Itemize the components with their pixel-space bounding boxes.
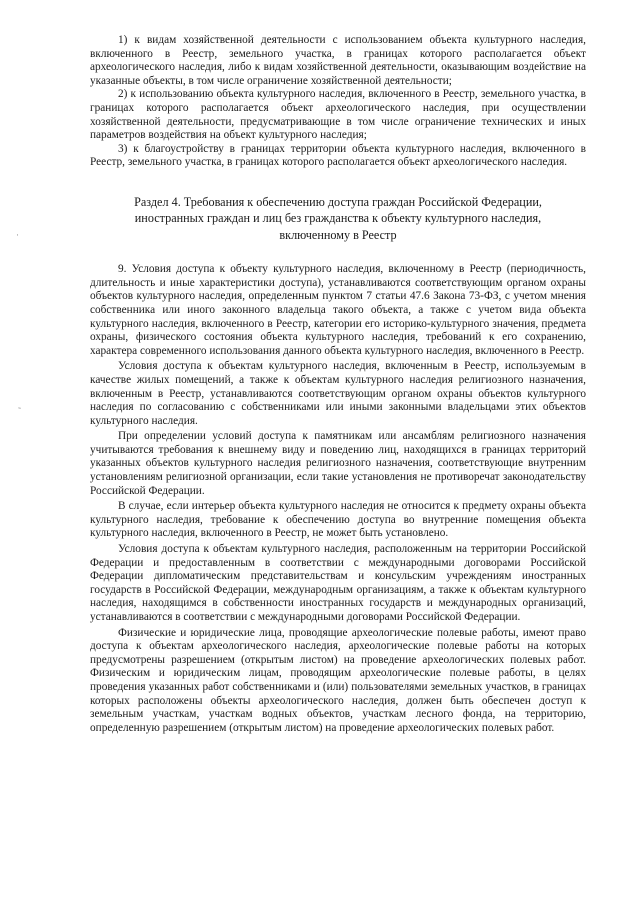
section-heading: Раздел 4. Требования к обеспечению доступа граждан Российской Федерации, иностранных граждан и лиц без гражданства к объекту культурного наследия, включенному в Реестр: [134, 194, 542, 242]
requirements-list: [90, 34, 586, 170]
scan-mark-top: ·: [16, 230, 19, 240]
paragraph-residential-religious: Условия доступа к объектам культурного наследия, включенным в Реестр, используемым в качестве жилых помещений, а также к объектам культурного наследия религиозного назначения, включенным в Реестр, устанавливаются соответствующим органом охраны объектов культурного наследия по согласованию с собственниками или иными законными владельцами этих объектов культурного наследия.: [90, 360, 586, 427]
paragraph-archaeological: Физические и юридические лица, проводящие археологические полевые работы, имеют право доступа к объектам археологического наследия, археологические полевые работы на которых предусмотрены разрешением (открытым листом) на проведение археологических полевых работ. Физическим и юридическим лицам, проводящим археологические полевые работы, в целях проведения указанных работ собственниками и (или) пользователями земельных участков, в границах которых расположены объекты археологического наследия, должен быть обеспечен доступ к земельным участкам, участкам водных объектов, участкам лесного фонда, на территорию, определенную разрешением (открытым листом) на проведение археологических полевых работ.: [90, 626, 586, 734]
document-page: [90, 34, 586, 737]
paragraph-interior: В случае, если интерьер объекта культурного наследия не относится к предмету охраны объекта культурного наследия, требование к обеспечению доступа во внутренние помещения объекта культурного наследия, включенного в Реестр, не может быть установлено.: [90, 500, 586, 540]
scan-mark-bottom: ˜: [18, 406, 21, 416]
list-item-2: 2) к использованию объекта культурного наследия, включенного в Реестр, земельного участка, в границах которого располагается объект археологического наследия, при осуществлении хозяйственной деятельности, предусматривающие в том числе ограничение технических и иных параметров воздействия на объект культурного наследия;: [90, 88, 586, 142]
paragraph-9: 9. Условия доступа к объекту культурного наследия, включенному в Реестр (периодичность, длительность и иные характеристики доступа), устанавливаются соответствующим органом охраны объектов культурного наследия, определенным пунктом 7 статьи 47.6 Закона 73-ФЗ, с учетом мнения собственника или иного законного владельца такого объекта, а также с учетом вида объекта культурного наследия, включенного в Реестр, категории его историко-культурного значения, предмета охраны, физического состояния объекта культурного наследия, требований к его сохранению, характера современного использования данного объекта культурного наследия, включенного в Реестр.: [90, 263, 586, 357]
paragraph-diplomatic: Условия доступа к объектам культурного наследия, расположенным на территории Российской Федерации и предоставленным в соответствии с международными договорами Российской Федерации дипломатическим представительствам и консульским учреждениям иностранных государств в Российской Федерации, международным организациям, а также к объектам культурного наследия, находящимся в собственности иностранных государств и международных организаций, устанавливаются в соответствии с международными договорами Российской Федерации.: [90, 543, 586, 623]
list-item-1: 1) к видам хозяйственной деятельности с использованием объекта культурного наследия, включенного в Реестр, земельного участка, в границах которого располагается объект археологического наследия, либо к видам хозяйственной деятельности, оказывающим воздействие на указанные объекты, в том числе ограничение хозяйственной деятельности;: [90, 34, 586, 87]
paragraph-religious-ensembles: При определении условий доступа к памятникам или ансамблям религиозного назначения учитываются требования к внешнему виду и поведению лиц, находящихся в границах территорий указанных объектов культурного наследия религиозного назначения, соответствующие внутренним установлениям религиозной организации, если такие установления не противоречат законодательству Российской Федерации.: [90, 430, 586, 497]
list-item-3: 3) к благоустройству в границах территории объекта культурного наследия, включенного в Реестр, земельного участка, в границах которого располагается объект археологического наследия.: [90, 142, 586, 169]
section-body: [90, 263, 586, 735]
